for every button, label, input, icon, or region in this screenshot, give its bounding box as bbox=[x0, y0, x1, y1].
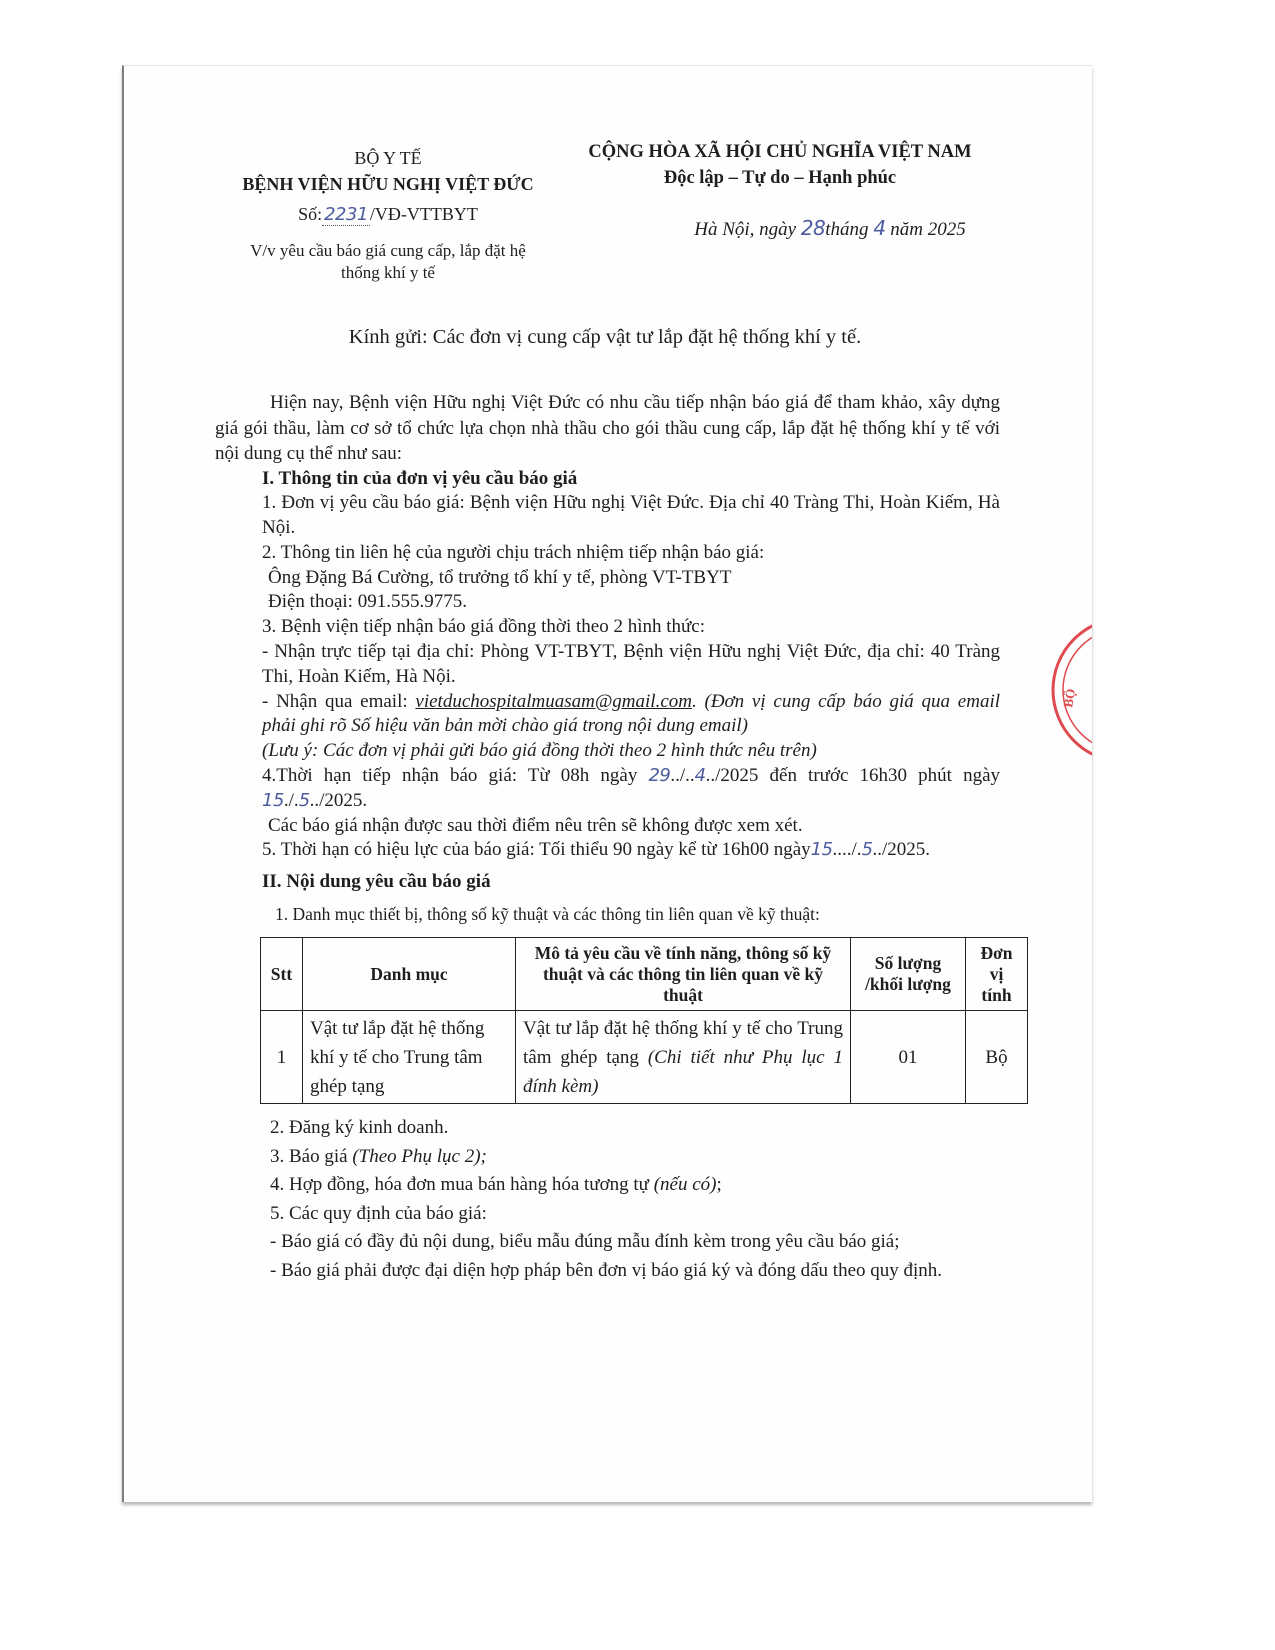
header-description: Mô tả yêu cầu về tính năng, thông số kỹ thuật và các thông tin liên quan về kỹ thuật bbox=[516, 938, 851, 1011]
seal-text: BỘ bbox=[1060, 687, 1079, 709]
document-number-prefix: Số: bbox=[298, 204, 323, 224]
table-row bbox=[261, 1011, 1028, 1104]
seal-icon bbox=[1050, 612, 1092, 768]
section-2-item-5: 5. Các quy định của báo giá: bbox=[270, 1202, 487, 1224]
header-unit bbox=[966, 938, 1028, 1011]
contact-person: Ông Đặng Bá Cường, tổ trưởng tổ khí y tế, phòng VT-TBYT bbox=[268, 566, 732, 588]
validity-sep: ..../. bbox=[832, 839, 862, 861]
document-number bbox=[218, 201, 558, 228]
deadline-end-month-handwritten: 5 bbox=[298, 789, 310, 811]
section-2-requirements bbox=[270, 1114, 1000, 1285]
validity-text-1: 5. Thời hạn có hiệu lực của báo giá: Tối thiểu 90 ngày kể từ 16h00 ngày bbox=[262, 839, 811, 861]
cell-description-note: (Chi tiết như Phụ lục 1 đính kèm) bbox=[523, 1046, 843, 1097]
section-1-item-4 bbox=[262, 764, 1000, 814]
red-seal-stamp bbox=[1050, 612, 1092, 768]
validity-text-2: ../2025. bbox=[872, 839, 931, 861]
validity-month-handwritten: 5 bbox=[861, 839, 873, 861]
section-1-heading: I. Thông tin của đơn vị yêu cầu báo giá bbox=[262, 467, 578, 489]
cell-stt: 1 bbox=[261, 1011, 303, 1104]
item-3-italic: (Theo Phụ lục 2); bbox=[352, 1145, 487, 1167]
item-4-italic: (nếu có) bbox=[653, 1174, 717, 1196]
intro-paragraph: Hiện nay, Bệnh viện Hữu nghị Việt Đức có nhu cầu tiếp nhận báo giá để tham khảo, xây dựng giá gói thầu, làm cơ sở tổ chức lựa chọn nhà thầu cho gói thầu cung cấp, lắp đặt hệ thống khí y tế với nội dung cụ thể như sau: bbox=[215, 392, 1000, 464]
section-2-item-2: 2. Đăng ký kinh doanh. bbox=[270, 1117, 449, 1139]
channel-direct: - Nhận trực tiếp tại địa chỉ: Phòng VT-TBYT, Bệnh viện Hữu nghị Việt Đức, địa chỉ: 40 Tràng Thi, Hoàn Kiếm, Hà Nội. bbox=[262, 641, 1000, 687]
section-1 bbox=[262, 467, 1000, 864]
section-2-item-1: 1. Danh mục thiết bị, thông số kỹ thuật và các thông tin liên quan về kỹ thuật: bbox=[275, 904, 820, 925]
channel-email-note: . (Đơn vị cung cấp báo giá qua email phải ghi rõ Số hiệu văn bản mời chào giá trong nội dung email) bbox=[262, 690, 1000, 737]
deadline-end-day-handwritten: 15 bbox=[262, 789, 284, 811]
late-notice: Các báo giá nhận được sau thời điểm nêu trên sẽ không được xem xét. bbox=[268, 814, 803, 836]
issue-date bbox=[640, 215, 1020, 243]
deadline-sep-1: ../.. bbox=[670, 765, 695, 787]
subject-line-1: V/v yêu cầu báo giá cung cấp, lắp đặt hệ bbox=[250, 241, 526, 260]
validity-day-handwritten: 15 bbox=[810, 839, 833, 861]
deadline-start-day-handwritten: 29 bbox=[648, 765, 671, 787]
nation-title: CỘNG HÒA XÃ HỘI CHỦ NGHĨA VIỆT NAM bbox=[588, 142, 972, 162]
section-1-item-1: 1. Đơn vị yêu cầu báo giá: Bệnh viện Hữu nghị Việt Đức. Địa chỉ 40 Tràng Thi, Hoàn Kiếm, Hà Nội. bbox=[262, 492, 1000, 539]
cell-description-text: Vật tư lắp đặt hệ thống khí y tế cho Trung tâm ghép tạng bbox=[523, 1017, 843, 1068]
section-2-item-4 bbox=[270, 1171, 1000, 1200]
deadline-start-month-handwritten: 4 bbox=[694, 765, 706, 787]
ministry-name: BỘ Y TẾ bbox=[354, 148, 422, 168]
item-4-end: ; bbox=[716, 1174, 722, 1196]
subject-line-2: thống khí y tế bbox=[341, 263, 435, 282]
date-month-label: tháng bbox=[825, 219, 874, 240]
header-quantity bbox=[851, 938, 966, 1011]
equipment-table bbox=[260, 937, 1028, 1104]
contact-phone: Điện thoại: 091.555.9775. bbox=[268, 591, 467, 613]
channel-email bbox=[262, 690, 1000, 740]
national-motto: Độc lập – Tự do – Hạnh phúc bbox=[663, 168, 897, 188]
header-name: Danh mục bbox=[303, 938, 516, 1011]
cell-description bbox=[516, 1011, 851, 1104]
header-stt: Stt bbox=[261, 938, 303, 1011]
date-month-handwritten: 4 bbox=[873, 216, 886, 240]
section-1-item-3: 3. Bệnh viện tiếp nhận báo giá đồng thời theo 2 hình thức: bbox=[262, 616, 706, 638]
deadline-text-3: ../2025. bbox=[309, 789, 368, 811]
section-1-item-5 bbox=[262, 838, 1000, 863]
header-quantity-label: Số lượng /khối lượng bbox=[865, 953, 951, 995]
date-place: Hà Nội, ngày bbox=[694, 219, 801, 240]
deadline-sep-2: ./. bbox=[283, 789, 299, 811]
header-unit-label: Đơn vị tính bbox=[980, 942, 1013, 1005]
section-1-item-2: 2. Thông tin liên hệ của người chịu trách nhiệm tiếp nhận báo giá: bbox=[262, 541, 765, 563]
cell-quantity: 01 bbox=[851, 1011, 966, 1104]
issuer-header bbox=[218, 145, 558, 284]
submission-note: (Lưu ý: Các đơn vị phải gửi báo giá đồng thời theo 2 hình thức nêu trên) bbox=[262, 740, 817, 762]
section-2-heading: II. Nội dung yêu cầu báo giá bbox=[262, 871, 491, 893]
email-address: vietduchospitalmuasam@gmail.com bbox=[415, 690, 692, 712]
document-number-suffix: /VĐ-VTTBYT bbox=[369, 204, 478, 224]
hospital-name: BỆNH VIỆN HỮU NGHỊ VIỆT ĐỨC bbox=[242, 174, 534, 194]
cell-unit: Bộ bbox=[966, 1011, 1028, 1104]
national-header bbox=[565, 139, 995, 191]
date-day-handwritten: 28 bbox=[800, 216, 826, 240]
recipient-line: Kính gửi: Các đơn vị cung cấp vật tư lắp đặt hệ thống khí y tế. bbox=[348, 326, 862, 348]
table-header-row bbox=[261, 938, 1028, 1011]
quote-rule-1: - Báo giá có đầy đủ nội dung, biểu mẫu đúng mẫu đính kèm trong yêu cầu báo giá; bbox=[270, 1231, 900, 1253]
deadline-text-2: ../2025 đến trước 16h30 phút ngày bbox=[705, 765, 1000, 787]
item-3-text: 3. Báo giá bbox=[270, 1145, 353, 1167]
document-number-handwritten: 2231 bbox=[324, 204, 368, 225]
document-body bbox=[215, 390, 1013, 1285]
date-year: năm 2025 bbox=[885, 219, 966, 240]
deadline-text-1: 4.Thời hạn tiếp nhận báo giá: Từ 08h ngày bbox=[262, 765, 649, 787]
section-2-item-3 bbox=[270, 1143, 1000, 1172]
channel-email-label: - Nhận qua email: bbox=[262, 690, 416, 712]
item-4-text: 4. Hợp đồng, hóa đơn mua bán hàng hóa tương tự bbox=[270, 1174, 654, 1196]
cell-name: Vật tư lắp đặt hệ thống khí y tế cho Trung tâm ghép tạng bbox=[303, 1011, 516, 1104]
quote-rule-2: - Báo giá phải được đại diện hợp pháp bên đơn vị báo giá ký và đóng dấu theo quy định. bbox=[270, 1259, 943, 1281]
